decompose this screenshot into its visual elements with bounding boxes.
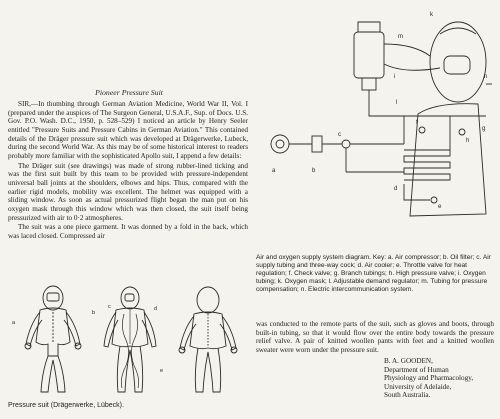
schematic-label-b: b — [312, 168, 316, 174]
suit-front-view — [25, 286, 81, 392]
signature-location: South Australia. — [384, 391, 431, 399]
schematic-label-h: h — [466, 138, 470, 144]
signature-department: Department of Human — [384, 365, 449, 374]
suit-label-d: d — [154, 306, 158, 312]
schematic-label-a: a — [272, 168, 276, 174]
letter-paragraph-3: The suit was a one piece garment. It was donned by a fold in the back, which was laced closed. Compressed air — [8, 223, 248, 240]
suit-side-view-with-tubing — [104, 287, 156, 392]
schematic-label-g: g — [482, 126, 486, 132]
schematic-label-f: f — [416, 120, 418, 126]
letter-paragraph-1: SIR,—In thumbing through German Aviation Medicine, World War II, Vol. I (prepared under the auspices of The Surgeon General, U.S.A.F., Sup. of Docs. U.S. Gov. P.O. Wash. D.C., 1950, p. 528–529) I noticed an article by Henry Seeler entitled "Pressure Suits and Pressure Cabins in German Aviation." This contained details of the Dräger pressure suit which was developed at Drägerwerke, Lubeck, during the second World War. As this may be of some historical interest to readers probably more familiar with the sophisticated Apollo suit, I append a few details: — [8, 100, 248, 160]
signature-university: University of Adelaide, — [384, 382, 452, 391]
signature-name: B. A. GOODEN, — [384, 357, 433, 365]
schematic-label-n: n — [484, 74, 488, 80]
letter-body-left-column — [8, 100, 248, 242]
schematic-label-i: i — [394, 74, 396, 80]
suit-label-b: b — [92, 310, 96, 316]
pressure-suit-drawings — [8, 284, 248, 398]
signature-department-2: Physiology and Pharmacology, — [384, 374, 474, 382]
letter-body-right-column: was conducted to the remote parts of the suit, such as gloves and boots, through built-in tubing, so that it would flow over the entire body towards the pressure relief valve. A pair of knitted woollen pants with feet and a knitted woollen sweater were worn under the pressure suit. — [256, 320, 494, 354]
suit-label-c: c — [108, 304, 111, 310]
air-oxygen-supply-schematic — [254, 4, 494, 234]
letter-heading: Pioneer Pressure Suit — [95, 88, 163, 97]
suit-label-e: e — [160, 368, 164, 374]
signature-block — [384, 357, 473, 400]
schematic-label-e: e — [438, 204, 442, 210]
suit-label-a: a — [12, 320, 16, 326]
schematic-figure-caption: Air and oxygen supply system diagram. Key: a. Air compressor; b. Oil filter; c. Air supply tubing and three-way cock; d. Air cooler; e. Throttle valve for heat regulation; f. Check valve; g. Branch tubings; h. High pressure valve; i. Oxygen tubing; k. Oxygen mask; l. Adjustable demand regulator; m. Tubing for pressure compensation; n. Electric intercommunication system. — [256, 254, 491, 294]
letter-paragraph-2: The Dräger suit (see drawings) was made of strong rubber-lined ticking and was the first suit built by this team to be provided with pressure-independent universal ball joints at the shoulders, elbows and hips. Thus, compared with the earlier rigid models, mobility was excellent. The helmet was equipped with a sliding window. As soon as actual pressurized flight began the man put on his oxygen mask through this window which was then closed, the suit itself being pressurized with air to 0·2 atmospheres. — [8, 161, 248, 222]
schematic-label-m: m — [398, 34, 403, 40]
schematic-label-d: d — [394, 186, 398, 192]
schematic-label-c: c — [338, 132, 341, 138]
suit-figure-caption: Pressure suit (Drägerwerke, Lübeck). — [8, 402, 124, 409]
schematic-label-l: l — [396, 100, 398, 106]
schematic-label-k: k — [430, 12, 433, 18]
suit-rear-view — [179, 287, 237, 392]
